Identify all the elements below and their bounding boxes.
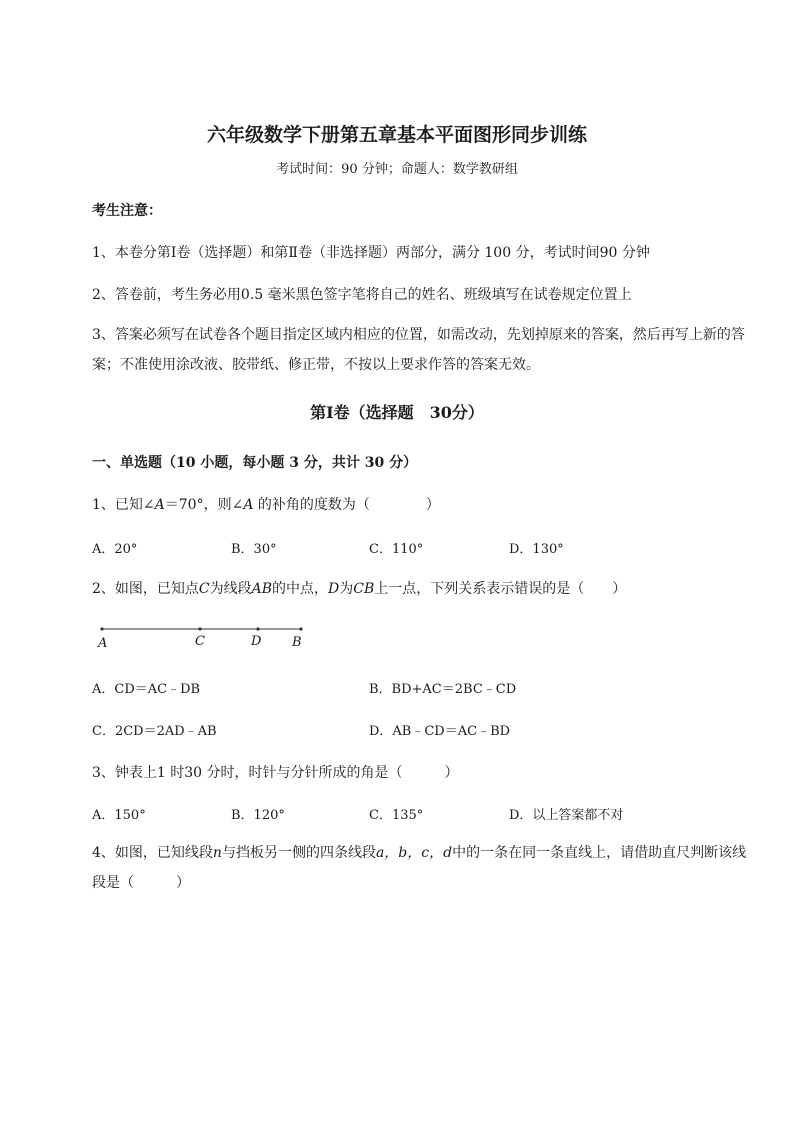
q2-text-e: 的中点， — [272, 581, 329, 597]
q2-var-c: C — [198, 581, 210, 597]
point-a — [100, 627, 103, 630]
q3-option-c: C．135° — [369, 808, 424, 823]
q2-text-c: 为线段 — [209, 581, 252, 597]
q2-option-c: C．2CD＝2AD﹣AB — [92, 724, 217, 739]
q2-text-g: 为 — [339, 581, 354, 597]
q4-text-a: 4、如图，已知线段 — [92, 845, 213, 861]
q1-var-d: A — [243, 497, 254, 513]
q3-option-b: B．120° — [231, 808, 285, 823]
notice-item-3: 3、答案必须写在试卷各个题目指定区域内相应的位置，如需改动，先划掉原来的答案，然后再写上新的答案；不准使用涂改液、胶带纸、修正带，不按以上要求作答的答案无效。 — [92, 327, 745, 373]
question-4-stem — [92, 838, 752, 898]
question-2-stem — [92, 578, 626, 598]
q1-text-c: ＝70°，则∠ — [164, 497, 244, 513]
q4-var-n: n — [212, 845, 222, 861]
question-3-stem: 3、钟表上1 时30 分时，时针与分针所成的角是（ ） — [92, 765, 459, 781]
notice-item-1: 1、本卷分第Ⅰ卷（选择题）和第Ⅱ卷（非选择题）两部分，满分 100 分，考试时间90 分钟 — [92, 245, 650, 261]
q2-option-d: D．AB﹣CD＝AC﹣BD — [369, 724, 511, 739]
notice-item-2: 2、答卷前，考生务必用0.5 毫米黑色签字笔将自己的姓名、班级填写在试卷规定位置上 — [92, 287, 632, 303]
q2-option-a: A．CD＝AC﹣DB — [92, 682, 201, 697]
q1-var-a: A — [154, 497, 165, 513]
label-d: D — [251, 634, 262, 649]
label-b: B — [292, 635, 302, 650]
part-heading: 一、单选题（10 小题，每小题 3 分，共计 30 分） — [92, 455, 418, 471]
q1-text-e: 的补角的度数为（ ） — [253, 497, 440, 513]
section-title: 第Ⅰ卷（选择题 30分） — [310, 403, 484, 422]
q3-option-d: D．以上答案都不对 — [509, 808, 624, 823]
q2-var-cb: CB — [353, 581, 375, 597]
q4-var-abcd: a，b，c，d — [375, 845, 453, 861]
line-segment-figure — [90, 618, 320, 654]
exam-info: 考试时间：90 分钟；命题人：数学教研组 — [276, 162, 518, 177]
q2-option-b: B．BD+AC＝2BC﹣CD — [369, 682, 517, 697]
q1-option-c: C．110° — [369, 542, 424, 557]
notice-heading: 考生注意： — [92, 203, 162, 219]
q3-option-a: A．150° — [92, 808, 146, 823]
q1-option-a: A．20° — [92, 542, 138, 557]
question-1-stem — [92, 494, 440, 514]
q2-var-d: D — [328, 581, 340, 597]
q1-text-a: 1、已知∠ — [92, 497, 155, 513]
q2-text-i: 上一点，下列关系表示错误的是（ ） — [374, 581, 627, 597]
point-d — [256, 627, 259, 630]
q4-text-e: 中的一条在同一条直线上，请借助直尺判断该线段是（ ） — [92, 845, 747, 891]
point-b — [299, 627, 302, 630]
q2-var-ab: AB — [251, 581, 273, 597]
label-c: C — [195, 634, 205, 649]
q2-text-a: 2、如图，已知点 — [92, 581, 199, 597]
point-c — [198, 627, 201, 630]
q1-option-b: B．30° — [231, 542, 277, 557]
label-a: A — [98, 636, 108, 651]
q1-option-d: D．130° — [509, 542, 564, 557]
page-title: 六年级数学下册第五章基本平面图形同步训练 — [206, 124, 587, 146]
q4-text-c: 与挡板另一侧的四条线段 — [221, 845, 376, 861]
